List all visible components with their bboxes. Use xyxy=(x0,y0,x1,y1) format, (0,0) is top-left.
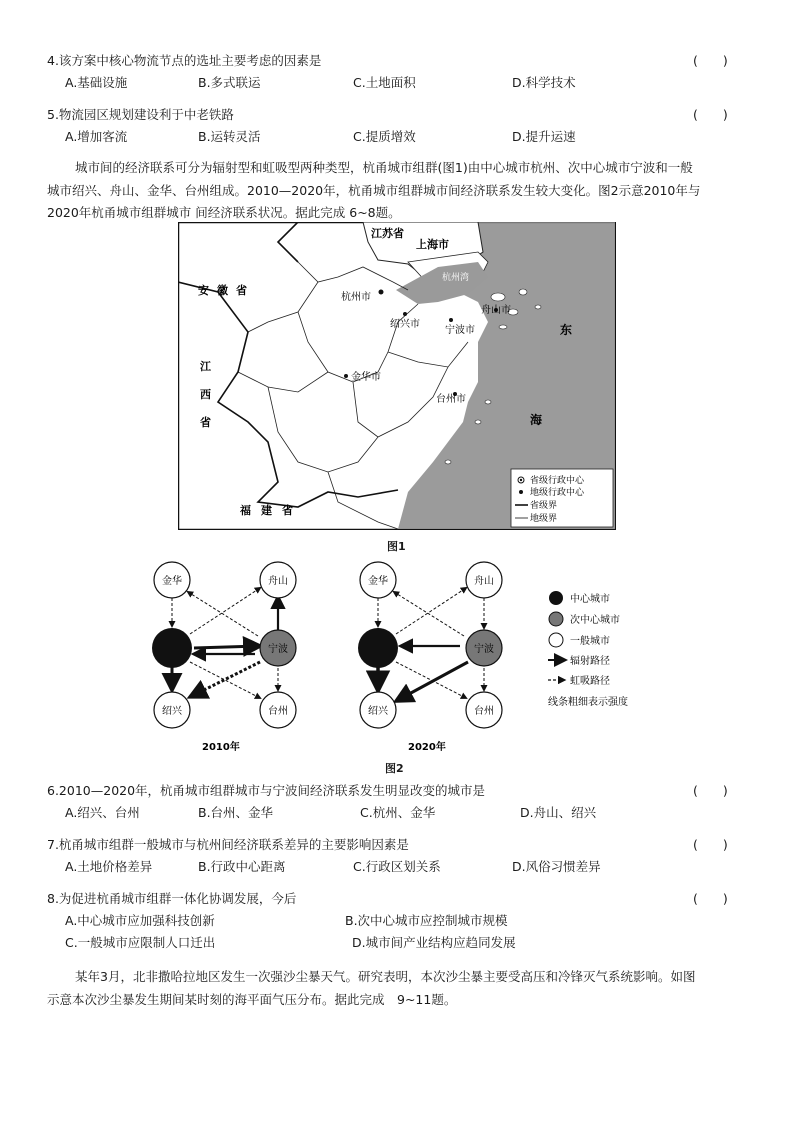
passage2-line2: 示意本次沙尘暴发生期间某时刻的海平面气压分布。据此完成 9~11题。 xyxy=(47,992,457,1007)
label-shanghai: 上海市 xyxy=(416,238,449,251)
legend-siphon-path: 虹吸路径 xyxy=(570,676,610,687)
label-east-sea: 东海 xyxy=(530,323,573,427)
label-hangzhou-bay: 杭州湾 xyxy=(442,273,470,283)
ningbo-dot xyxy=(449,318,453,322)
label-jiangxi: 江西省 xyxy=(200,360,211,429)
q5-answer-paren: ( ) xyxy=(693,107,728,122)
jinhua-dot xyxy=(344,374,348,378)
label-zhoushan: 舟山市 xyxy=(481,305,511,316)
node-2010-hangzhou xyxy=(152,628,192,668)
label-jiangsu: 江苏省 xyxy=(371,227,404,240)
label-2010-shaoxing: 绍兴 xyxy=(162,706,182,717)
label-hangzhou: 杭州市 xyxy=(341,292,371,303)
q5-option-c: C.提质增效 xyxy=(353,129,416,144)
q4-option-c: C.土地面积 xyxy=(353,75,416,90)
q4-option-d: D.科学技术 xyxy=(512,75,576,90)
caption-2010: 2010年 xyxy=(202,742,240,753)
q6-option-c: C.杭州、金华 xyxy=(360,805,436,820)
q7-option-d: D.风俗习惯差异 xyxy=(512,859,601,874)
q6-stem: 6.2010—2020年，杭甬城市组群城市与宁波间经济联系发生明显改变的城市是 xyxy=(47,783,486,798)
diagram-2010 xyxy=(152,562,296,753)
q6-answer-paren: ( ) xyxy=(693,783,728,798)
q5-option-a: A.增加客流 xyxy=(65,129,128,144)
passage1-line1: 城市间的经济联系可分为辐射型和虹吸型两种类型，杭甬城市组群(图1)由中心城市杭州、次中心城市宁波和一般 xyxy=(75,160,693,175)
legend-radiation-path: 辐射路径 xyxy=(570,656,610,667)
label-2010-ningbo: 宁波 xyxy=(268,644,288,655)
label-2020-shaoxing: 绍兴 xyxy=(368,706,388,717)
label-ningbo: 宁波市 xyxy=(445,325,475,336)
q7-option-b: B.行政中心距离 xyxy=(198,859,286,874)
legend-prefecture-border: 地级界 xyxy=(530,514,558,524)
q4-option-a: A.基础设施 xyxy=(65,75,128,90)
legend-thickness-note: 线条粗细表示强度 xyxy=(548,697,628,708)
label-2010-jinhua: 金华 xyxy=(162,576,182,587)
label-2020-taizhou: 台州 xyxy=(474,706,494,717)
q8-option-b: B.次中心城市应控制城市规模 xyxy=(345,913,508,928)
label-2010-taizhou: 台州 xyxy=(268,706,288,717)
label-2020-zhoushan: 舟山 xyxy=(474,576,494,587)
q8-option-a: A.中心城市应加强科技创新 xyxy=(65,913,215,928)
figure2-caption: 图2 xyxy=(385,762,404,775)
q5-option-d: D.提升运速 xyxy=(512,129,576,144)
label-2020-ningbo: 宁波 xyxy=(474,644,494,655)
figure1-legend xyxy=(511,469,613,527)
legend-general-city: 一般城市 xyxy=(570,636,610,647)
figure1-map xyxy=(178,222,616,530)
label-shaoxing: 绍兴市 xyxy=(390,319,420,330)
label-2020-jinhua: 金华 xyxy=(368,576,388,587)
diagram-2020 xyxy=(358,562,502,753)
q8-option-d: D.城市间产业结构应趋同发展 xyxy=(352,935,516,950)
q6-option-a: A.绍兴、台州 xyxy=(65,805,140,820)
legend-provincial-center: 省级行政中心 xyxy=(530,476,585,486)
q7-option-c: C.行政区划关系 xyxy=(353,859,441,874)
q8-stem: 8.为促进杭甬城市组群一体化协调发展，今后 xyxy=(47,891,297,906)
q6-option-d: D.舟山、绍兴 xyxy=(520,805,597,820)
hangzhou-dot xyxy=(379,290,384,295)
legend-center-city: 中心城市 xyxy=(570,594,610,605)
label-taizhou: 台州市 xyxy=(436,394,466,405)
q7-answer-paren: ( ) xyxy=(693,837,728,852)
legend-prefecture-center: 地级行政中心 xyxy=(530,488,585,498)
q8-answer-paren: ( ) xyxy=(693,891,728,906)
caption-2020: 2020年 xyxy=(408,742,446,753)
q7-stem: 7.杭甬城市组群一般城市与杭州间经济联系差异的主要影响因素是 xyxy=(47,837,409,852)
passage1-line2: 城市绍兴、舟山、金华、台州组成。2010—2020年，杭甬城市组群城市间经济联系发生较大变化。图2示意2010年与 xyxy=(47,183,701,198)
label-jinhua: 金华市 xyxy=(351,372,381,383)
figure2-diagrams xyxy=(140,558,660,758)
q5-option-b: B.运转灵活 xyxy=(198,129,261,144)
figure2-legend xyxy=(548,591,628,708)
q6-option-b: B.台州、金华 xyxy=(198,805,274,820)
q4-stem: 4.该方案中核心物流节点的选址主要考虑的因素是 xyxy=(47,53,322,68)
label-fujian: 福建省 xyxy=(240,504,303,517)
q4-answer-paren: ( ) xyxy=(693,53,728,68)
legend-provincial-border: 省级界 xyxy=(530,501,558,511)
passage2-line1: 某年3月，北非撒哈拉地区发生一次强沙尘暴天气。研究表明，本次沙尘暴主要受高压和冷锋灭气系统影响。如图 xyxy=(75,969,696,984)
passage1-line3: 2020年杭甬城市组群城市 间经济联系状况。据此完成 6~8题。 xyxy=(47,205,401,220)
legend-sub-center-city: 次中心城市 xyxy=(570,615,620,626)
node-2020-hangzhou xyxy=(358,628,398,668)
q8-option-c: C.一般城市应限制人口迁出 xyxy=(65,935,216,950)
shaoxing-dot xyxy=(403,312,407,316)
label-anhui: 安徽省 xyxy=(198,284,255,297)
q5-stem: 5.物流园区规划建设利于中老铁路 xyxy=(47,107,234,122)
figure1-caption: 图1 xyxy=(387,540,406,553)
label-2010-zhoushan: 舟山 xyxy=(268,576,288,587)
q7-option-a: A.土地价格差异 xyxy=(65,859,153,874)
q4-option-b: B.多式联运 xyxy=(198,75,261,90)
